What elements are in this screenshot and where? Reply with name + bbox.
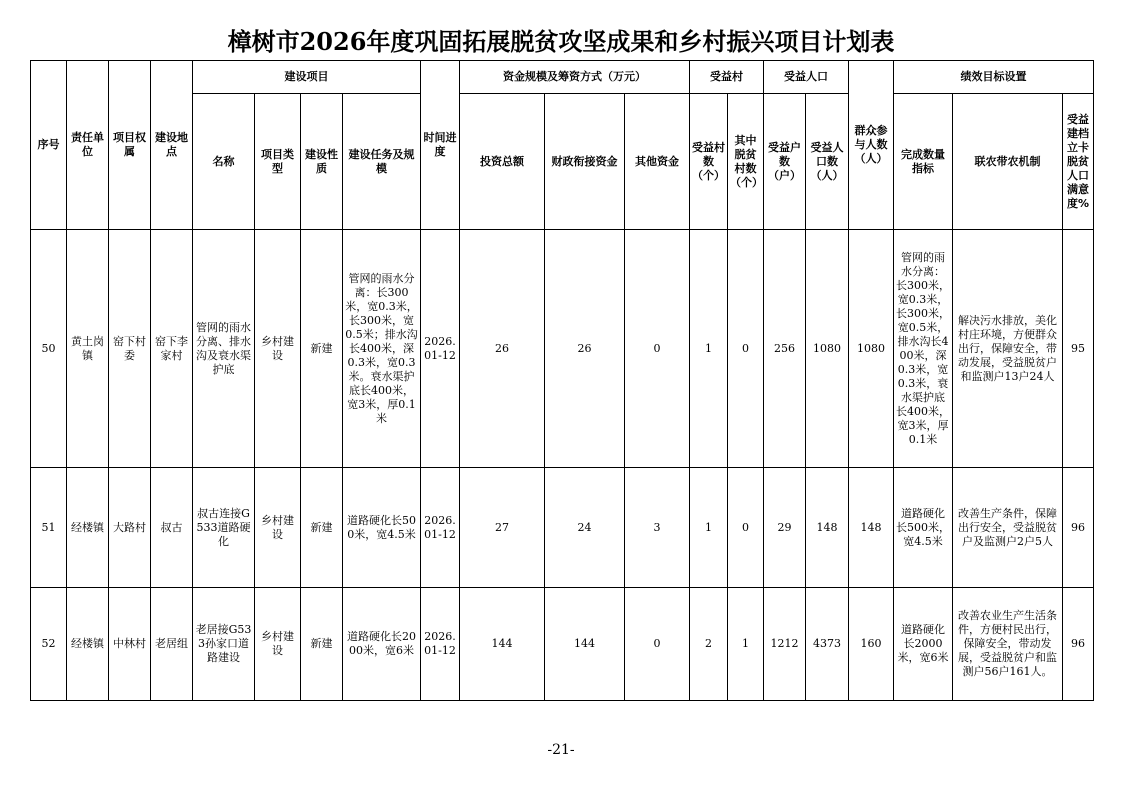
cell-type: 乡村建设 bbox=[255, 468, 301, 588]
header-people: 受益人口数（人） bbox=[806, 94, 849, 230]
header-poor-villages: 其中脱贫村数（个） bbox=[728, 94, 764, 230]
cell-households: 29 bbox=[764, 468, 806, 588]
cell-unit: 经楼镇 bbox=[67, 588, 109, 701]
header-target: 完成数量指标 bbox=[894, 94, 953, 230]
cell-unit: 黄土岗镇 bbox=[67, 230, 109, 468]
header-project-group: 建设项目 bbox=[193, 61, 421, 94]
cell-households: 256 bbox=[764, 230, 806, 468]
cell-participants: 160 bbox=[849, 588, 894, 701]
header-village-group: 受益村 bbox=[690, 61, 764, 94]
cell-poor-villages: 0 bbox=[728, 468, 764, 588]
cell-ownership: 中林村 bbox=[109, 588, 151, 701]
cell-total: 27 bbox=[460, 468, 545, 588]
table-row bbox=[31, 588, 1094, 701]
header-row-1 bbox=[31, 61, 1094, 94]
cell-ownership: 大路村 bbox=[109, 468, 151, 588]
header-total: 投资总额 bbox=[460, 94, 545, 230]
header-mechanism: 联农带农机制 bbox=[953, 94, 1063, 230]
cell-nature: 新建 bbox=[301, 468, 343, 588]
cell-fiscal: 26 bbox=[545, 230, 625, 468]
cell-target: 管网的雨水分离：长300米，宽0.3米，长300米，宽0.5米，排水沟长400米，深0.3米，宽0.3米，衰水渠护底长400米，宽3米，厚0.1米 bbox=[894, 230, 953, 468]
cell-type: 乡村建设 bbox=[255, 230, 301, 468]
cell-participants: 148 bbox=[849, 468, 894, 588]
cell-mechanism: 解决污水排放，美化村庄环境，方便群众出行，保障安全，带动发展，受益脱贫户和监测户13户24人 bbox=[953, 230, 1063, 468]
cell-seq: 52 bbox=[31, 588, 67, 701]
page-number: -21- bbox=[547, 742, 575, 758]
cell-other: 3 bbox=[625, 468, 690, 588]
cell-task: 道路硬化长500米，宽4.5米 bbox=[343, 468, 421, 588]
cell-name: 老居接G533孙家口道路建设 bbox=[193, 588, 255, 701]
cell-satisfaction: 96 bbox=[1063, 588, 1094, 701]
cell-total: 26 bbox=[460, 230, 545, 468]
header-ownership: 项目权属 bbox=[109, 61, 151, 230]
table-row bbox=[31, 468, 1094, 588]
header-fiscal: 财政衔接资金 bbox=[545, 94, 625, 230]
cell-schedule: 2026.01-12 bbox=[421, 230, 460, 468]
header-nature: 建设性质 bbox=[301, 94, 343, 230]
cell-fiscal: 144 bbox=[545, 588, 625, 701]
header-villages: 受益村数（个） bbox=[690, 94, 728, 230]
cell-location: 叔古 bbox=[151, 468, 193, 588]
cell-task: 道路硬化长2000米，宽6米 bbox=[343, 588, 421, 701]
header-pop-group: 受益人口 bbox=[764, 61, 849, 94]
cell-location: 老居组 bbox=[151, 588, 193, 701]
table-row bbox=[31, 230, 1094, 468]
cell-villages: 1 bbox=[690, 230, 728, 468]
cell-people: 1080 bbox=[806, 230, 849, 468]
cell-other: 0 bbox=[625, 230, 690, 468]
header-task: 建设任务及规模 bbox=[343, 94, 421, 230]
cell-satisfaction: 96 bbox=[1063, 468, 1094, 588]
header-participants: 群众参与人数（人） bbox=[849, 61, 894, 230]
page-title: 樟树市2026年度巩固拓展脱贫攻坚成果和乡村振兴项目计划表 bbox=[227, 27, 895, 56]
header-name: 名称 bbox=[193, 94, 255, 230]
cell-location: 窑下李家村 bbox=[151, 230, 193, 468]
cell-seq: 50 bbox=[31, 230, 67, 468]
cell-mechanism: 改善农业生产生活条件，方便村民出行，保障安全，带动发展，受益脱贫户和监测户56户161人。 bbox=[953, 588, 1063, 701]
header-type: 项目类型 bbox=[255, 94, 301, 230]
header-seq: 序号 bbox=[31, 61, 67, 230]
cell-schedule: 2026.01-12 bbox=[421, 588, 460, 701]
header-perf-group: 绩效目标设置 bbox=[894, 61, 1094, 94]
header-unit: 责任单位 bbox=[67, 61, 109, 230]
header-schedule: 时间进度 bbox=[421, 61, 460, 230]
header-households: 受益户数（户） bbox=[764, 94, 806, 230]
cell-ownership: 窑下村委 bbox=[109, 230, 151, 468]
cell-people: 148 bbox=[806, 468, 849, 588]
cell-name: 管网的雨水分离、排水沟及衰水渠护底 bbox=[193, 230, 255, 468]
cell-nature: 新建 bbox=[301, 230, 343, 468]
cell-poor-villages: 1 bbox=[728, 588, 764, 701]
cell-unit: 经楼镇 bbox=[67, 468, 109, 588]
cell-type: 乡村建设 bbox=[255, 588, 301, 701]
cell-households: 1212 bbox=[764, 588, 806, 701]
cell-schedule: 2026.01-12 bbox=[421, 468, 460, 588]
cell-target: 道路硬化长500米，宽4.5米 bbox=[894, 468, 953, 588]
cell-task: 管网的雨水分离：长300米，宽0.3米，长300米，宽0.5米；排水沟长400米，深0.3米，宽0.3米。衰水渠护底长400米，宽3米，厚0.1米 bbox=[343, 230, 421, 468]
cell-poor-villages: 0 bbox=[728, 230, 764, 468]
cell-seq: 51 bbox=[31, 468, 67, 588]
header-satisfaction: 受益建档立卡脱贫人口满意度% bbox=[1063, 94, 1094, 230]
cell-other: 0 bbox=[625, 588, 690, 701]
cell-participants: 1080 bbox=[849, 230, 894, 468]
cell-nature: 新建 bbox=[301, 588, 343, 701]
cell-target: 道路硬化长2000米，宽6米 bbox=[894, 588, 953, 701]
header-location: 建设地点 bbox=[151, 61, 193, 230]
cell-name: 叔古连接G533道路硬化 bbox=[193, 468, 255, 588]
cell-satisfaction: 95 bbox=[1063, 230, 1094, 468]
header-other: 其他资金 bbox=[625, 94, 690, 230]
header-fund-group: 资金规模及筹资方式（万元） bbox=[460, 61, 690, 94]
cell-fiscal: 24 bbox=[545, 468, 625, 588]
cell-villages: 2 bbox=[690, 588, 728, 701]
project-plan-table bbox=[30, 60, 1094, 701]
cell-total: 144 bbox=[460, 588, 545, 701]
cell-people: 4373 bbox=[806, 588, 849, 701]
cell-villages: 1 bbox=[690, 468, 728, 588]
cell-mechanism: 改善生产条件，保障出行安全，受益脱贫户及监测户2户5人 bbox=[953, 468, 1063, 588]
